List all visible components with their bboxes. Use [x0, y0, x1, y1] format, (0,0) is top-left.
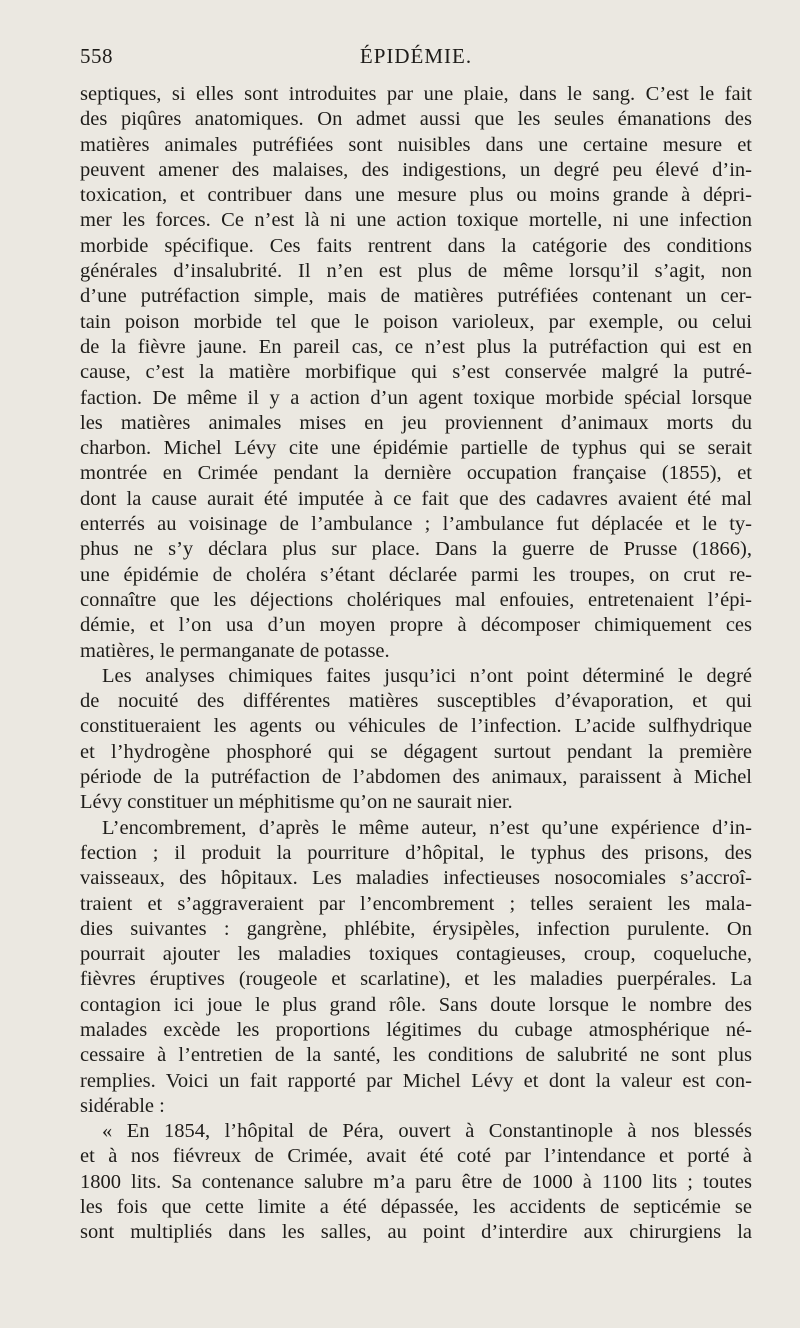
text-line: vaisseaux, des hôpitaux. Les maladies infectieuses nosocomiales s’accroî-	[80, 867, 752, 890]
text-line: et l’hydrogène phosphoré qui se dégagent surtout pendant la première	[80, 740, 752, 763]
body-text	[80, 82, 752, 1246]
text-line: et à nos fiévreux de Crimée, avait été coté par l’intendance et porté à	[80, 1145, 752, 1168]
text-line: enterrés au voisinage de l’ambulance ; l’ambulance fut déplacée et le ty-	[80, 513, 752, 536]
text-line: faction. De même il y a action d’un agent toxique morbide spécial lorsque	[80, 386, 752, 409]
text-line: les matières animales mises en jeu proviennent d’animaux morts du	[80, 411, 752, 434]
text-line: démie, et l’on usa d’un moyen propre à décomposer chimiquement ces	[80, 614, 752, 637]
text-line: malades excède les proportions légitimes du cubage atmosphérique né-	[80, 1018, 752, 1041]
text-line: phus ne s’y déclara plus sur place. Dans la guerre de Prusse (1866),	[80, 538, 752, 561]
text-line: Les analyses chimiques faites jusqu’ici n’ont point déterminé le degré	[102, 664, 752, 687]
text-line: générales d’insalubrité. Il n’en est plus de même lorsqu’il s’agit, non	[80, 260, 752, 283]
text-line: sidérable :	[80, 1094, 165, 1117]
text-line: les fois que cette limite a été dépassée, les accidents de septicémie se	[80, 1196, 752, 1219]
text-line: remplies. Voici un fait rapporté par Michel Lévy et dont la valeur est con-	[80, 1069, 752, 1092]
text-line: pourrait ajouter les maladies toxiques contagieuses, croup, coqueluche,	[80, 943, 752, 966]
running-title: ÉPIDÉMIE.	[359, 44, 473, 68]
text-line: Lévy constituer un méphitisme qu’on ne saurait nier.	[80, 791, 513, 814]
text-line: une épidémie de choléra s’étant déclarée parmi les troupes, on crut re-	[80, 563, 752, 586]
text-line: septiques, si elles sont introduites par une plaie, dans le sang. C’est le fait	[80, 83, 752, 105]
text-line: période de la putréfaction de l’abdomen des animaux, paraissent à Michel	[80, 766, 752, 789]
text-line: cause, c’est la matière morbifique qui s’est conservée malgré la putré-	[80, 361, 752, 384]
text-line: dont la cause aurait été imputée à ce fait que des cadavres avaient été mal	[80, 487, 752, 510]
text-line: matières, le permanganate de potasse.	[80, 639, 390, 662]
text-line: connaître que les déjections cholériques mal enfouies, entretenaient l’épi-	[80, 588, 752, 611]
text-line: peuvent amener des malaises, des indigestions, un degré peu élevé d’in-	[80, 158, 752, 181]
text-line: L’encombrement, d’après le même auteur, n’est qu’une expérience d’in-	[102, 816, 752, 839]
text-line: de la fièvre jaune. En pareil cas, ce n’est plus la putréfaction qui est en	[80, 335, 752, 358]
text-line: dies suivantes : gangrène, phlébite, érysipèles, infection purulente. On	[80, 917, 752, 940]
text-line: cessaire à l’entretien de la santé, les conditions de salubrité ne sont plus	[80, 1044, 752, 1067]
text-line: des piqûres anatomiques. On admet aussi que les seules émanations des	[80, 108, 752, 131]
running-head	[80, 44, 752, 74]
text-line: montrée en Crimée pendant la dernière occupation française (1855), et	[80, 462, 752, 485]
page-number: 558	[80, 44, 113, 68]
text-line: charbon. Michel Lévy cite une épidémie partielle de typhus qui se serait	[80, 437, 752, 460]
text-line: « En 1854, l’hôpital de Péra, ouvert à Constantinople à nos blessés	[102, 1120, 752, 1143]
text-line: sont multipliés dans les salles, au point d’interdire aux chirurgiens la	[80, 1221, 752, 1244]
text-line: constitueraient les agents ou véhicules de l’infection. L’acide sulfhydrique	[80, 715, 752, 738]
text-line: mer les forces. Ce n’est là ni une action toxique mortelle, ni une infection	[80, 209, 752, 232]
text-line: fièvres éruptives (rougeole et scarlatine), et les maladies puerpérales. La	[80, 968, 752, 991]
text-line: toxication, et contribuer dans une mesure plus ou moins grande à dépri-	[80, 184, 752, 207]
text-line: tain poison morbide tel que le poison varioleux, par exemple, ou celui	[80, 310, 752, 333]
text-line: de nocuité des différentes matières susceptibles d’évaporation, et qui	[80, 690, 752, 713]
text-line: d’une putréfaction simple, mais de matières putréfiées contenant un cer-	[80, 285, 752, 308]
text-line: morbide spécifique. Ces faits rentrent dans la catégorie des conditions	[80, 234, 752, 257]
text-line: 1800 lits. Sa contenance salubre m’a paru être de 1000 à 1100 lits ; toutes	[80, 1170, 752, 1193]
text-line: traient et s’aggraveraient par l’encombrement ; telles seraient les mala-	[80, 892, 752, 915]
text-line: fection ; il produit la pourriture d’hôpital, le typhus des prisons, des	[80, 841, 752, 864]
text-line: contagion ici joue le plus grand rôle. Sans doute lorsque le nombre des	[80, 993, 752, 1016]
text-line: matières animales putréfiées sont nuisibles dans une certaine mesure et	[80, 133, 752, 156]
